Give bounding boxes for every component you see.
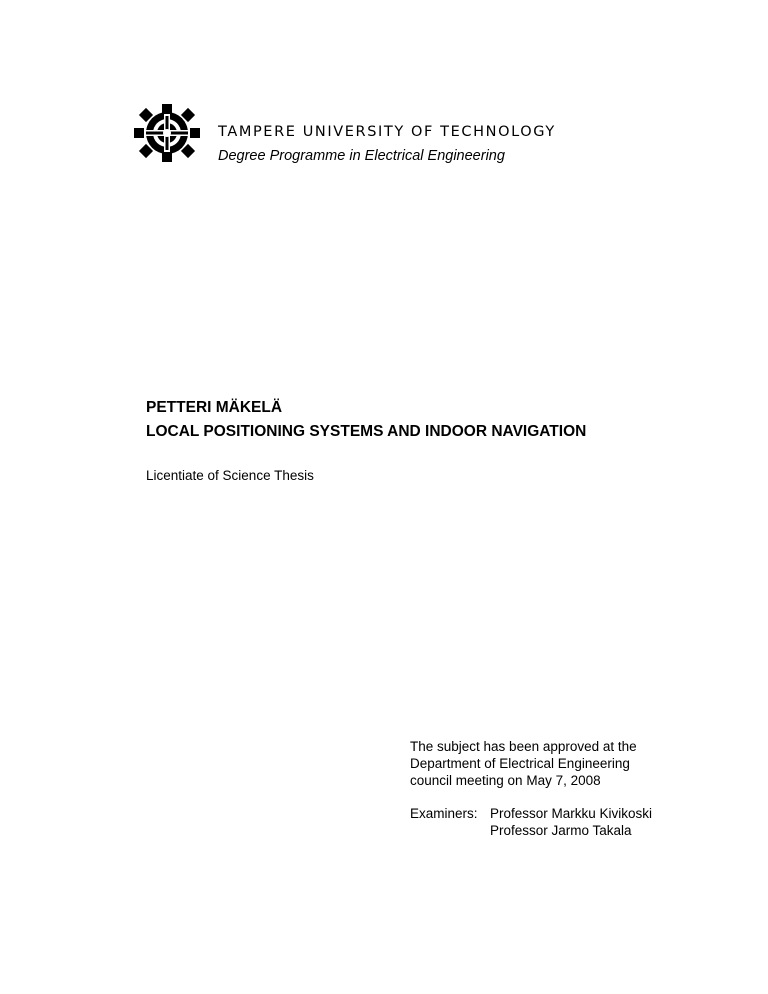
author-name: PETTERI MÄKELÄ [146, 399, 283, 416]
examiner-row [410, 822, 652, 839]
thesis-type: Licentiate of Science Thesis [146, 468, 314, 483]
examiner-row [410, 805, 652, 822]
examiners-label: Examiners: [410, 806, 478, 821]
examiners-block [410, 805, 652, 839]
approval-statement [410, 738, 637, 789]
thesis-title: LOCAL POSITIONING SYSTEMS AND INDOOR NAVIGATION [146, 423, 587, 440]
degree-programme: Degree Programme in Electrical Engineering [218, 148, 505, 164]
approval-line: Department of Electrical Engineering [410, 756, 630, 771]
examiner-name: Professor Markku Kivikoski [490, 806, 653, 821]
approval-line: council meeting on May 7, 2008 [410, 773, 601, 788]
approval-line: The subject has been approved at the [410, 739, 637, 754]
university-logo-icon [134, 104, 200, 162]
university-name: TAMPERE UNIVERSITY OF TECHNOLOGY [218, 124, 556, 140]
examiner-name: Professor Jarmo Takala [490, 823, 632, 838]
